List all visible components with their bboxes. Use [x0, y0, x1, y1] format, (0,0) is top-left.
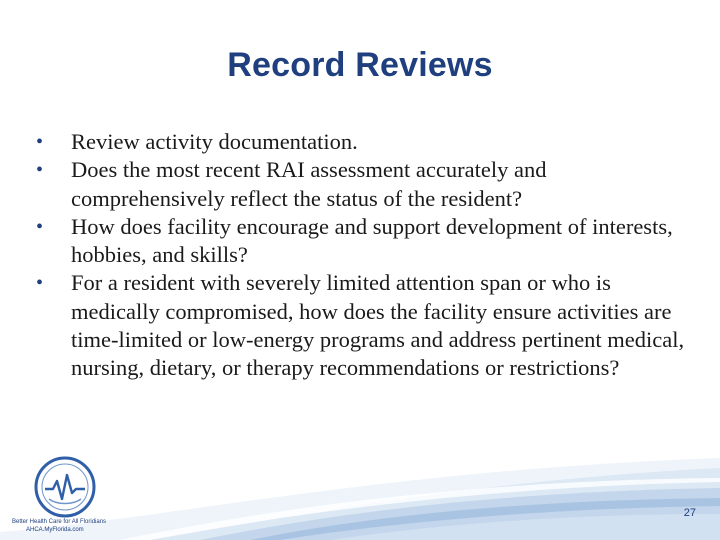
bullet-text: How does facility encourage and support development of interests, hobbies, and skills? — [71, 213, 673, 268]
bullet-dot-icon: • — [36, 131, 44, 153]
bullet-text: Review activity documentation. — [71, 129, 358, 154]
slide-title: Record Reviews — [227, 46, 493, 84]
bullet-item — [36, 156, 686, 213]
bullet-item — [36, 213, 686, 270]
logo-caption: Better Health Care for All Floridians — [12, 519, 107, 525]
bullet-text: For a resident with severely limited attention span or who is medically compromised, how does the facility ensure activities are time-limited or low-energy programs and address pertinent medical, nursing, dietary, or therapy recommendations or restrictions? — [71, 270, 685, 381]
bullet-dot-icon: • — [36, 272, 44, 295]
bullet-text: Does the most recent RAI assessment accurately and comprehensively reflect the status of the resident? — [71, 157, 547, 211]
page-number: 27 — [683, 507, 696, 519]
bullet-dot-icon: • — [36, 159, 44, 182]
bullet-dot-icon: • — [36, 215, 44, 238]
bullet-item — [36, 269, 686, 382]
bullet-list — [36, 128, 686, 383]
logo-subcaption: AHCA.MyFlorida.com — [26, 527, 84, 533]
bullet-item — [36, 128, 686, 156]
